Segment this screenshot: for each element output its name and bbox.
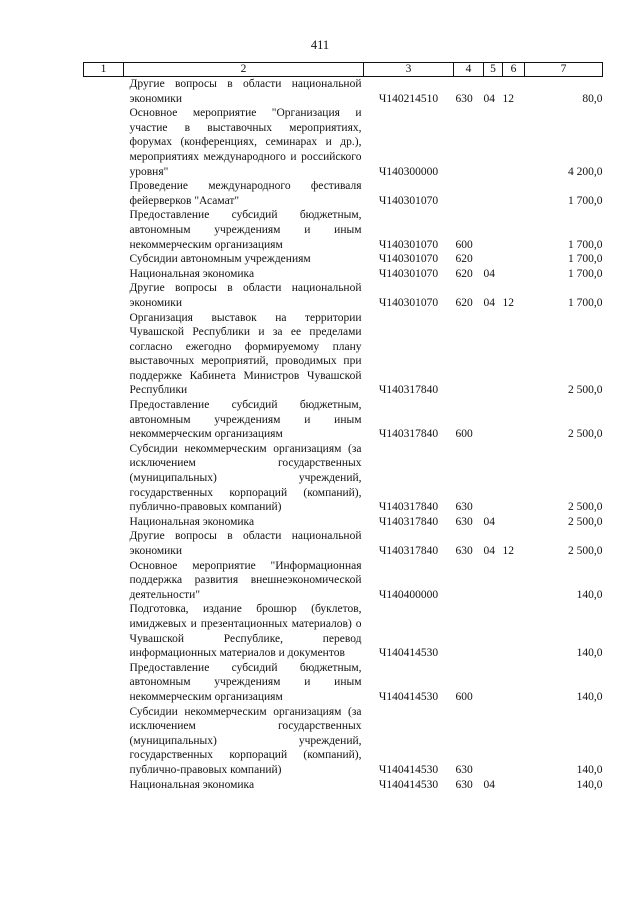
table-row [84, 602, 603, 660]
row-subsection [503, 398, 525, 442]
row-name: Подготовка, издание брошюр (буклетов, имиджевых и презентационных материалов) о Чувашской Республике, перевод информационных материалов и документов [129, 603, 362, 660]
row-amount: 140,0 [576, 763, 603, 776]
row-name: Другие вопросы в области национальной экономики [129, 78, 362, 105]
row-expense-type: 600 [455, 428, 473, 441]
row-section [484, 106, 503, 179]
row-code: Ч140317840 [378, 501, 439, 514]
row-code: Ч140317840 [378, 515, 439, 528]
cell-blank [84, 559, 124, 603]
cell-blank [84, 179, 124, 208]
row-code: Ч140301070 [378, 253, 439, 266]
table-row [84, 77, 603, 107]
row-code: Ч140317840 [378, 545, 439, 557]
row-amount: 1 700,0 [568, 253, 603, 266]
row-amount: 140,0 [576, 690, 603, 703]
row-code: Ч140300000 [378, 165, 439, 178]
row-code: Ч140414530 [378, 647, 439, 660]
row-expense-type: 630 [455, 778, 473, 791]
column-header-6: 6 [503, 63, 525, 77]
row-subsection [503, 179, 525, 208]
row-subsection [503, 311, 525, 399]
cell-blank [84, 661, 124, 705]
row-code: Ч140301070 [378, 194, 439, 207]
cell-blank [84, 778, 124, 793]
budget-table [83, 62, 603, 792]
column-header-1: 1 [84, 63, 124, 77]
row-section: 04 [483, 92, 495, 105]
table-row [84, 398, 603, 442]
row-amount: 140,0 [576, 588, 603, 601]
row-expense-type: 630 [455, 545, 473, 557]
cell-blank [84, 252, 124, 267]
cell-blank [84, 602, 124, 660]
table-row [84, 515, 603, 530]
row-subsection [503, 661, 525, 705]
row-section [484, 252, 503, 267]
row-subsection [503, 705, 525, 778]
cell-blank [84, 208, 124, 252]
row-subsection [503, 778, 525, 793]
row-code: Ч140414530 [378, 763, 439, 776]
row-amount: 1 700,0 [568, 296, 603, 309]
row-name: Проведение международного фестиваля фейерверков "Асамат" [129, 180, 362, 207]
row-expense-type [454, 179, 484, 208]
table-row [84, 106, 603, 179]
row-name: Предоставление субсидий бюджетным, автономным учреждениям и иным некоммерческим организациям [129, 399, 362, 441]
row-code: Ч140317840 [378, 428, 439, 441]
row-code: Ч140414530 [378, 690, 439, 703]
row-name: Предоставление субсидий бюджетным, автономным учреждениям и иным некоммерческим организациям [129, 209, 362, 251]
table-row [84, 311, 603, 399]
row-section: 04 [483, 778, 495, 791]
cell-blank [84, 705, 124, 778]
row-name: Организация выставок на территории Чувашской Республики и за ее пределами согласно ежегодно формируемому плану выставочных мероприятий, проводимых при поддержке Кабинета Министров Чувашской Республики [129, 311, 362, 397]
table-row [84, 442, 603, 515]
row-section [484, 661, 503, 705]
row-section: 04 [483, 545, 495, 557]
row-section [484, 311, 503, 399]
table-row [84, 559, 603, 603]
row-expense-type [454, 602, 484, 660]
row-subsection [503, 515, 525, 530]
row-section [484, 602, 503, 660]
row-expense-type: 600 [455, 238, 473, 251]
row-name: Основное мероприятие "Информационная поддержка развития внешнеэкономической деятельности" [129, 559, 362, 601]
cell-blank [84, 442, 124, 515]
row-expense-type: 630 [455, 92, 473, 105]
column-header-2: 2 [124, 63, 364, 77]
table-row [84, 529, 603, 558]
row-expense-type [454, 106, 484, 179]
row-expense-type [454, 559, 484, 603]
row-subsection: 12 [502, 545, 514, 557]
column-header-7: 7 [525, 63, 603, 77]
row-section [484, 705, 503, 778]
cell-blank [84, 106, 124, 179]
row-amount: 2 500,0 [568, 428, 603, 441]
cell-blank [84, 529, 124, 558]
row-name: Субсидии автономным учреждениям [129, 253, 311, 266]
row-name: Другие вопросы в области национальной экономики [129, 530, 362, 557]
page-number: 411 [310, 38, 330, 52]
row-amount: 140,0 [576, 778, 603, 791]
table-row [84, 208, 603, 252]
table-row [84, 778, 603, 793]
cell-blank [84, 77, 124, 107]
row-name: Национальная экономика [129, 267, 255, 280]
row-expense-type: 630 [455, 515, 473, 528]
row-expense-type: 600 [455, 690, 473, 703]
row-name: Основное мероприятие "Организация и участие в выставочных мероприятиях, форумах (конференциях, семинарах и др.), мероприятиях международного и российского уровня" [129, 107, 362, 178]
row-subsection [503, 559, 525, 603]
row-subsection [503, 208, 525, 252]
row-expense-type: 620 [455, 253, 473, 266]
row-expense-type: 620 [455, 296, 473, 309]
row-amount: 4 200,0 [568, 165, 603, 178]
table-header [84, 63, 603, 77]
row-name: Национальная экономика [129, 778, 255, 791]
row-section [484, 208, 503, 252]
row-section [484, 442, 503, 515]
row-amount: 80,0 [582, 92, 603, 105]
cell-blank [84, 311, 124, 399]
row-subsection [503, 252, 525, 267]
row-amount: 140,0 [576, 647, 603, 660]
table-row [84, 661, 603, 705]
row-amount: 2 500,0 [568, 545, 603, 557]
row-name: Другие вопросы в области национальной экономики [129, 282, 362, 309]
cell-blank [84, 281, 124, 310]
table-body [84, 77, 603, 793]
row-amount: 1 700,0 [568, 267, 603, 280]
row-name: Субсидии некоммерческим организациям (за исключением государственных (муниципальных) учреждений, государственных корпораций (компаний), публично-правовых компаний) [129, 705, 362, 776]
row-subsection [503, 106, 525, 179]
row-expense-type: 620 [455, 267, 473, 280]
header-row [84, 63, 603, 77]
row-section: 04 [483, 267, 495, 280]
row-amount: 2 500,0 [568, 384, 603, 397]
column-header-4: 4 [454, 63, 484, 77]
row-amount: 1 700,0 [568, 194, 603, 207]
row-expense-type: 630 [455, 501, 473, 514]
row-expense-type [454, 311, 484, 399]
row-code: Ч140317840 [378, 384, 439, 397]
cell-blank [84, 515, 124, 530]
row-code: Ч140301070 [378, 238, 439, 251]
row-code: Ч140301070 [378, 296, 439, 309]
row-section [484, 559, 503, 603]
cell-blank [84, 398, 124, 442]
row-amount: 2 500,0 [568, 515, 603, 528]
table-row [84, 179, 603, 208]
row-amount: 1 700,0 [568, 238, 603, 251]
cell-blank [84, 267, 124, 282]
column-header-3: 3 [364, 63, 454, 77]
row-subsection [503, 442, 525, 515]
row-section: 04 [483, 296, 495, 309]
row-code: Ч140400000 [378, 588, 439, 601]
table-row [84, 281, 603, 310]
row-code: Ч140214510 [378, 92, 439, 105]
row-subsection: 12 [502, 92, 514, 105]
table-row [84, 705, 603, 778]
row-subsection [503, 602, 525, 660]
row-name: Национальная экономика [129, 515, 255, 528]
row-code: Ч140414530 [378, 778, 439, 791]
row-name: Предоставление субсидий бюджетным, автономным учреждениям и иным некоммерческим организациям [129, 661, 362, 703]
row-expense-type: 630 [455, 763, 473, 776]
table-row [84, 267, 603, 282]
row-subsection: 12 [502, 296, 514, 309]
row-section [484, 398, 503, 442]
table-row [84, 252, 603, 267]
row-subsection [503, 267, 525, 282]
row-code: Ч140301070 [378, 267, 439, 280]
row-section: 04 [483, 515, 495, 528]
row-name: Субсидии некоммерческим организациям (за исключением государственных (муниципальных) учреждений, государственных корпораций (компаний), публично-правовых компаний) [129, 442, 362, 514]
row-amount: 2 500,0 [568, 501, 603, 514]
column-header-5: 5 [484, 63, 503, 77]
row-section [484, 179, 503, 208]
